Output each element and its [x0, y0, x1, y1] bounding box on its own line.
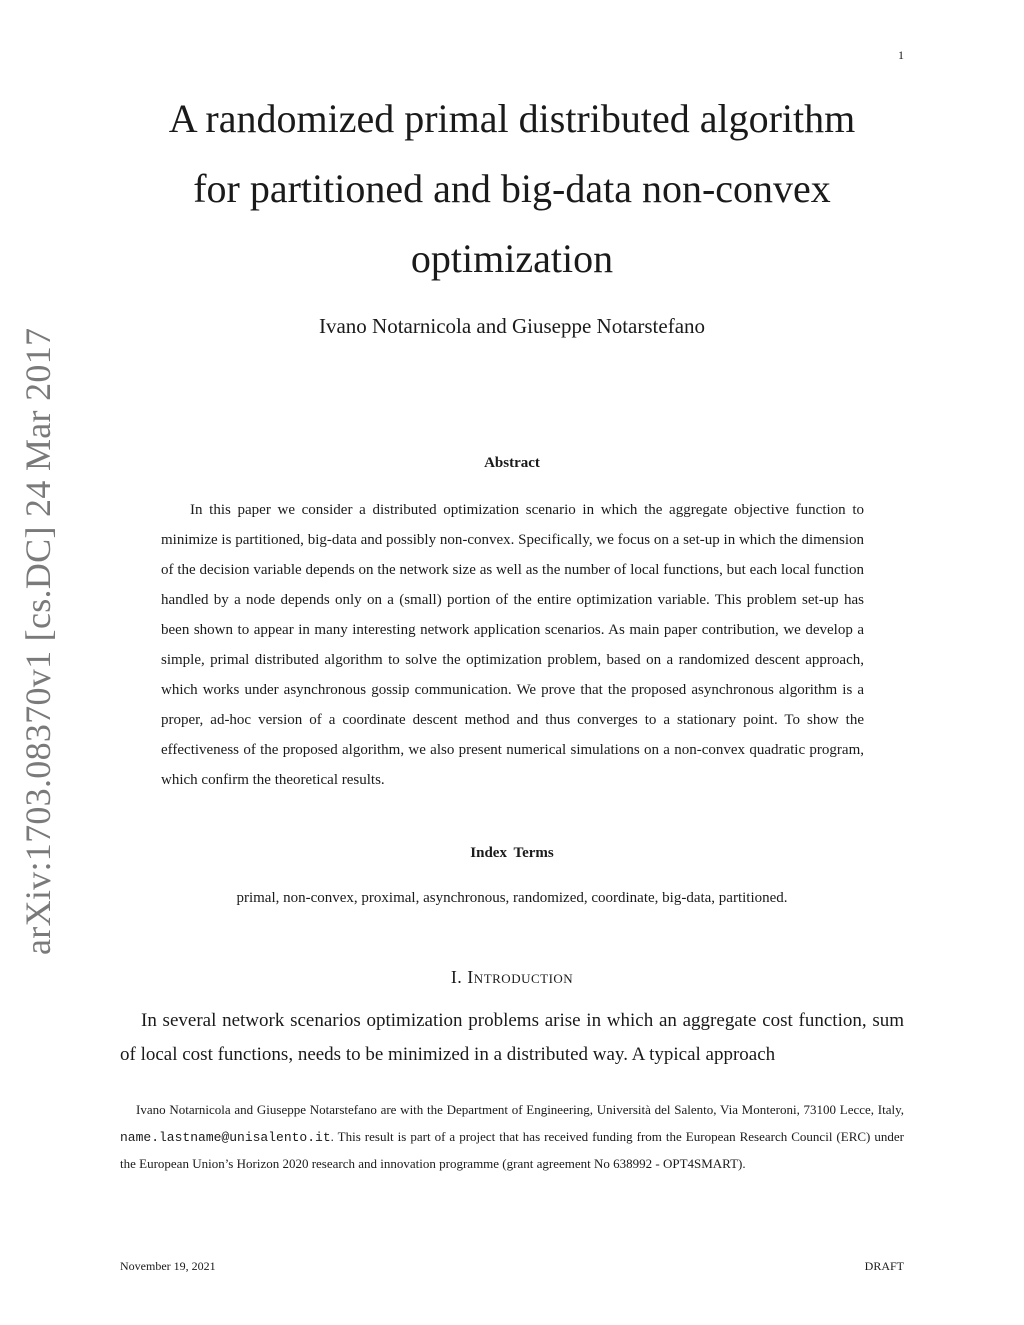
abstract-body: In this paper we consider a distributed optimization scenario in which the aggregate objective function to minimize is partitioned, big-data and possibly non-convex. Specifically, we focus on a set-up in which the dimension of the decision variable depends on the network size as well as the number of local functions, but each local function handled by a node depends only on a (small) portion of the entire optimization variable. This problem set-up has been shown to appear in many interesting network application scenarios. As main paper contribution, we develop a simple, primal distributed algorithm to solve the optimization problem, based on a randomized descent approach, which works under asynchronous gossip communication. We prove that the proposed asynchronous algorithm is a proper, ad-hoc version of a coordinate descent method and thus converges to a stationary point. To show the effectiveness of the proposed algorithm, we also present numerical simulations on a non-convex quadratic program, which confirm the theoretical results.	[161, 502, 864, 788]
footnote-text-after-email: . This result is part of a project that has received funding from the European Research Council (ERC) under the European Union’s Horizon 2020 research and innovation programme (grant agreement No 638992 - OPT4SMART).	[120, 1128, 904, 1171]
index-terms-heading: Index Terms	[470, 845, 554, 861]
paper-title-line-1: A randomized primal distributed algorithm	[168, 96, 856, 141]
page-number: 1	[898, 48, 904, 62]
introduction-paragraph: In several network scenarios optimization problems arise in which an aggregate cost function, sum of local cost functions, needs to be minimized in a distributed way. A typical approach	[120, 1010, 904, 1065]
footer-draft-label: DRAFT	[864, 1259, 904, 1273]
index-terms-list: primal, non-convex, proximal, asynchronous, randomized, coordinate, big-data, partitioned.	[236, 890, 788, 906]
author-list: Ivano Notarnicola and Giuseppe Notarstefano	[318, 314, 706, 338]
abstract-heading: Abstract	[484, 455, 540, 471]
arxiv-identifier-stamp: arXiv:1703.08370v1 [cs.DC] 24 Mar 2017	[18, 327, 58, 955]
introduction-heading: I. Introduction	[450, 967, 574, 987]
author-affiliation-footnote	[120, 1097, 904, 1178]
paper-title	[120, 84, 904, 294]
footer-date: November 19, 2021	[120, 1259, 216, 1273]
author-email-link[interactable]: name.lastname@unisalento.it	[120, 1129, 331, 1145]
paper-title-line-3: optimization	[410, 236, 614, 281]
footnote-text-before-email: Ivano Notarnicola and Giuseppe Notarstefano are with the Department of Engineering, Università del Salento, Via Monteroni, 73100 Lecce, Italy,	[136, 1102, 904, 1117]
paper-title-line-2: for partitioned and big-data non-convex	[193, 166, 831, 211]
